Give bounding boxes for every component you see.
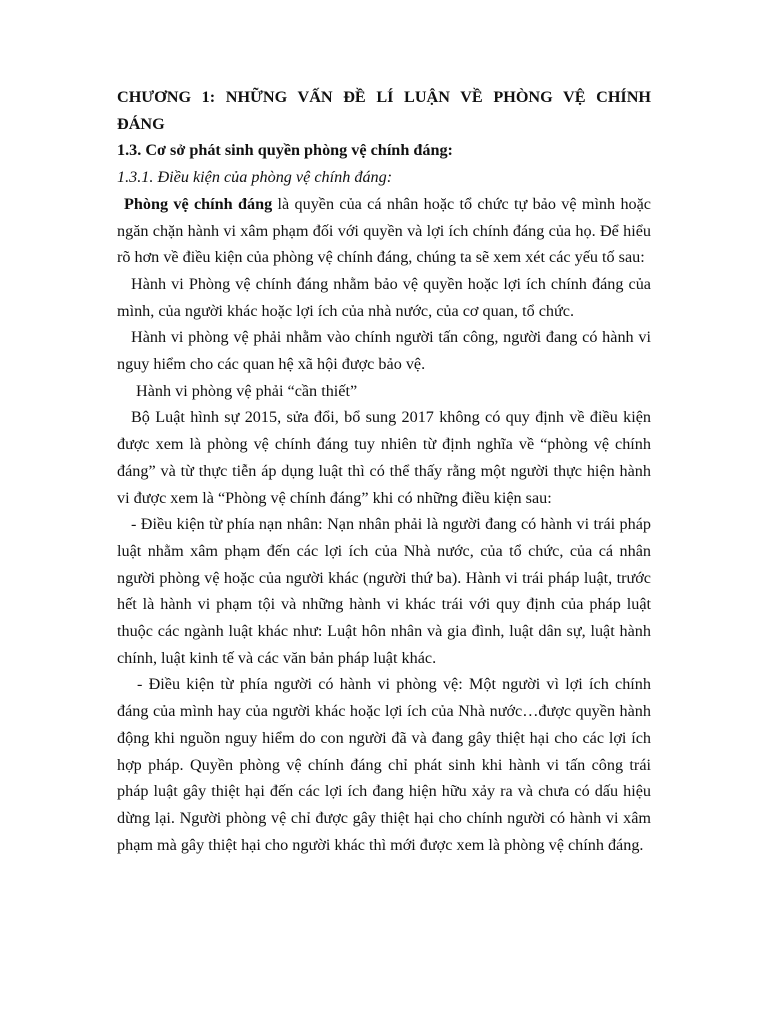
defined-term: Phòng vệ chính đáng xyxy=(124,194,273,213)
section-heading: 1.3. Cơ sở phát sinh quyền phòng vệ chính đáng: xyxy=(117,141,453,160)
chapter-title xyxy=(117,84,651,137)
paragraph-definition xyxy=(117,191,651,271)
chapter-title-line1: CHƯƠNG 1: NHỮNG VẤN ĐỀ LÍ LUẬN VỀ PHÒNG VỆ CHÍNH xyxy=(117,88,651,106)
paragraph-condition-1: Hành vi Phòng vệ chính đáng nhằm bảo vệ quyền hoặc lợi ích chính đáng của mình, của người khác hoặc lợi ích của nhà nước, của cơ quan, tổ chức. xyxy=(117,274,651,320)
chapter-title-line2: ĐÁNG xyxy=(117,114,165,133)
document-body xyxy=(117,84,651,858)
paragraph-legal-basis: Bộ Luật hình sự 2015, sửa đổi, bổ sung 2017 không có quy định về điều kiện được xem là phòng vệ chính đáng tuy nhiên từ định nghĩa về “phòng vệ chính đáng” và từ thực tiễn áp dụng luật thì có thể thấy rằng một người thực hiện hành vi được xem là “Phòng vệ chính đáng” khi có những điều kiện sau: xyxy=(117,408,651,507)
subsection-heading: 1.3.1. Điều kiện của phòng vệ chính đáng: xyxy=(117,168,393,187)
paragraph-condition-3: Hành vi phòng vệ phải “cần thiết” xyxy=(136,381,358,400)
paragraph-condition-2: Hành vi phòng vệ phải nhằm vào chính người tấn công, người đang có hành vi nguy hiểm cho các quan hệ xã hội được bảo vệ. xyxy=(117,328,651,374)
paragraph-victim-condition: - Điều kiện từ phía nạn nhân: Nạn nhân phải là người đang có hành vi trái pháp luật nhằm xâm phạm đến các lợi ích của Nhà nước, của tổ chức, của cá nhân người phòng vệ hoặc của người khác (người thứ ba). Hành vi trái pháp luật, trước hết là hành vi phạm tội và những hành vi khác trái với quy định của pháp luật thuộc các ngành luật khác như: Luật hôn nhân và gia đình, luật dân sự, luật hành chính, luật kinh tế và các văn bản pháp luật khác. xyxy=(117,515,651,667)
paragraph-defender-condition: - Điều kiện từ phía người có hành vi phòng vệ: Một người vì lợi ích chính đáng của mình hay của người khác hoặc lợi ích của Nhà nước…được quyền hành động khi nguồn nguy hiểm do con người đã và đang gây thiệt hại cho các lợi ích hợp pháp. Quyền phòng vệ chính đáng chỉ phát sinh khi hành vi tấn công trái pháp luật gây thiệt hại đến các lợi ích đang hiện hữu xảy ra và chưa có dấu hiệu dừng lại. Người phòng vệ chỉ được gây thiệt hại cho chính người có hành vi xâm phạm mà gây thiệt hại cho người khác thì mới được xem là phòng vệ chính đáng. xyxy=(117,675,651,854)
definition-text: là quyền của cá nhân hoặc tổ chức tự bảo vệ mình hoặc ngăn chặn hành vi xâm phạm đối với quyền và lợi ích chính đáng của họ. Để hiểu rõ hơn về điều kiện của phòng vệ chính đáng, chúng ta sẽ xem xét các yếu tố sau: xyxy=(117,194,651,267)
